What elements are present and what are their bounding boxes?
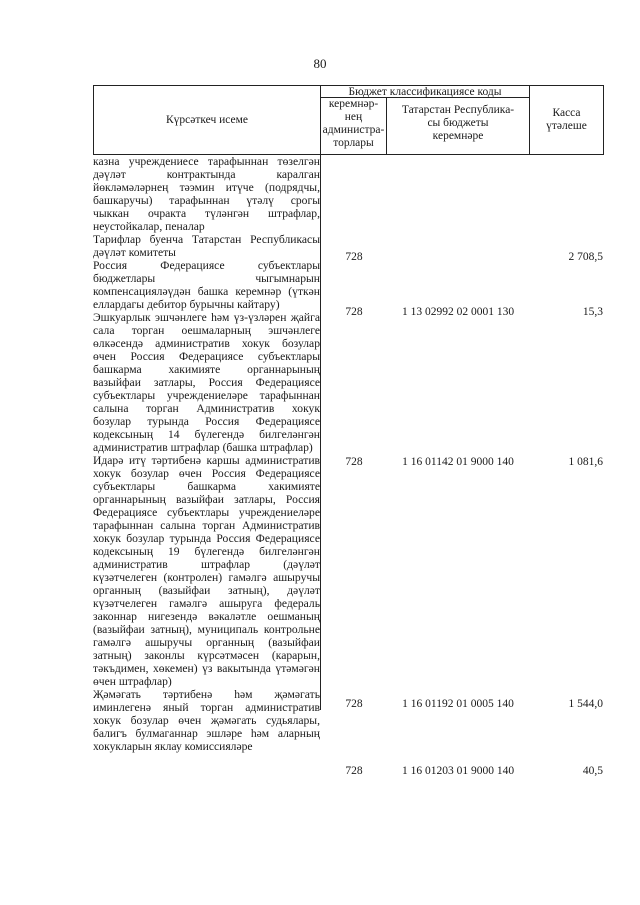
budget-code: 1 16 01192 01 0005 140 xyxy=(402,698,514,710)
budget-code: 1 13 02992 02 0001 130 xyxy=(401,306,515,318)
budget-code: 1 16 01203 01 9000 140 xyxy=(401,765,515,777)
header-line: керемнәр- xyxy=(328,98,379,110)
indicator-line: күзәтчелеген гамәлгә ашыруга федераль xyxy=(93,597,320,610)
indicator-line: компенсацияләүдән башка керемнәр (үткән xyxy=(93,285,320,298)
indicator-cell xyxy=(93,259,320,311)
indicator-line: бюджетлары чыгымнарын xyxy=(93,272,320,285)
indicator-line: (вазыйфаи затның), муниципаль контрольне xyxy=(93,623,320,636)
indicator-line: органның (вазыйфаи затның), дәүләт xyxy=(93,584,320,597)
indicator-line: сала торган оешмаларның эшчәнлеге xyxy=(93,324,320,337)
indicator-line: гамәлгә ашыручы органның (вазыйфаи xyxy=(93,636,320,649)
indicator-line: башкаручы) тарафыннан үтәлү срогы xyxy=(93,194,320,207)
indicator-line: күзәтчелеген (контролен) гамәлгә ашыручы xyxy=(93,571,320,584)
page-number: 80 xyxy=(313,56,327,71)
indicator-line: йөкләмәләрнең тәэмин итүче (подрядчы, xyxy=(93,181,320,194)
admin-code: 728 xyxy=(345,251,363,263)
indicator-cell xyxy=(93,155,320,233)
indicator-cell xyxy=(93,311,320,454)
indicator-line: башкарма хакимияте органнарының xyxy=(93,363,320,376)
indicator-line: иминлегенә яный торган административ xyxy=(93,701,320,714)
indicator-line: тәкъдимен, хөкемен) үз вакытында үтәмәгән xyxy=(93,662,320,675)
indicator-line: кодексының 14 бүлегендә билгеләнгән xyxy=(93,428,320,441)
header-line: администра- xyxy=(322,124,385,136)
indicator-line: бозулар турында Россия Федерациясе xyxy=(93,415,320,428)
indicator-cell xyxy=(93,688,320,753)
indicator-line: субъектлары башкарма хакимияте xyxy=(93,480,320,493)
indicator-line: неустойкалар, пеналар xyxy=(93,220,205,233)
revenue-column-header xyxy=(387,104,529,143)
indicator-line: кодексының 19 бүлегендә билгеләнгән xyxy=(93,545,320,558)
indicator-line: тарафыннан салына торган Административ xyxy=(93,519,320,532)
indicator-line: затның) законлы күрсәтмәсен (карарын, xyxy=(93,649,320,662)
indicator-line: Идарә итү тәртибенә каршы административ xyxy=(93,454,320,467)
indicator-line: субъектлары учреждениеләре тарафыннан xyxy=(93,389,320,402)
indicator-line: Тарифлар буенча Татарстан Республикасы xyxy=(93,233,320,246)
indicator-line: Федерациясе субъектлары учреждениеләре xyxy=(93,506,320,519)
indicator-line: Җәмәгать тәртибенә һәм җәмәгать xyxy=(93,688,320,701)
header-line: нең xyxy=(344,111,363,123)
column-divider-1 xyxy=(320,85,321,710)
indicator-line: административ штрафлар (дәүләт xyxy=(93,558,320,571)
indicator-line: өчен Россия Федерациясе субъектлары xyxy=(93,350,320,363)
header-line: үтәлеше xyxy=(546,120,587,132)
header-line: Касса xyxy=(552,107,581,119)
indicator-line: өчен штрафлар) xyxy=(93,675,172,688)
cash-execution-header xyxy=(530,107,603,133)
cash-amount: 40,5 xyxy=(582,765,603,777)
indicator-line: дәүләт комитеты xyxy=(93,246,176,259)
indicator-line: казна учреждениесе тарафыннан төзелгән xyxy=(93,155,320,168)
cash-amount: 1 544,0 xyxy=(568,698,603,710)
indicator-line: чыккан очракта түләнгән штрафлар, xyxy=(93,207,320,220)
indicator-line: Эшкуарлык эшчәнлеге һәм үз-үзләрен җайга xyxy=(93,311,320,324)
indicator-line: хокукларын яклау комиссияләре xyxy=(93,740,253,753)
indicator-line: органнарының вазыйфаи затлары, Россия xyxy=(93,493,320,506)
indicator-line: балигъ булмаганнар эшләре һәм аларның xyxy=(93,727,320,740)
indicator-line: еллардагы дебитор бурычны кайтару) xyxy=(93,298,280,311)
indicator-line: хокук бозулар турында Россия Федерациясе xyxy=(93,532,320,545)
header-line: сы бюджеты xyxy=(427,117,489,129)
header-line: торлары xyxy=(333,137,374,149)
indicator-line: өлкәсендә административ хокук бозулар xyxy=(93,337,320,350)
right-border xyxy=(603,85,604,155)
budget-code: 1 16 01142 01 9000 140 xyxy=(402,456,514,468)
indicator-line: вазыйфаи затлары, Россия Федерациясе xyxy=(93,376,320,389)
indicator-cell xyxy=(93,233,320,259)
header-line: Татарстан Республика- xyxy=(401,104,515,116)
indicator-line: законнар нигезендә вәкаләтле оешманың xyxy=(93,610,320,623)
indicator-column-header: Күрсәткеч исеме xyxy=(165,114,249,126)
indicator-text-column xyxy=(93,155,320,753)
admin-code: 728 xyxy=(345,456,363,468)
indicator-line: хокук бозулар өчен Россия Федерациясе xyxy=(93,467,320,480)
indicator-line: дәүләт контрактында каралган xyxy=(93,168,320,181)
indicator-line: Россия Федерациясе субъектлары xyxy=(93,259,320,272)
cash-amount: 15,3 xyxy=(582,306,603,318)
indicator-line: хокук бозулар өчен җәмәгать судьялары, xyxy=(93,714,320,727)
indicator-line: салына торган Административ хокук xyxy=(93,402,320,415)
budget-classification-header: Бюджет классификациясе коды xyxy=(348,86,502,98)
cash-amount: 2 708,5 xyxy=(568,251,603,263)
admin-code: 728 xyxy=(345,306,363,318)
admin-code: 728 xyxy=(345,698,363,710)
admin-column-header xyxy=(321,98,386,150)
indicator-cell xyxy=(93,454,320,688)
admin-code: 728 xyxy=(345,765,363,777)
cash-amount: 1 081,6 xyxy=(568,456,603,468)
indicator-line: административ штрафлар (башка штрафлар) xyxy=(93,441,313,454)
header-line: керемнәре xyxy=(432,130,484,142)
